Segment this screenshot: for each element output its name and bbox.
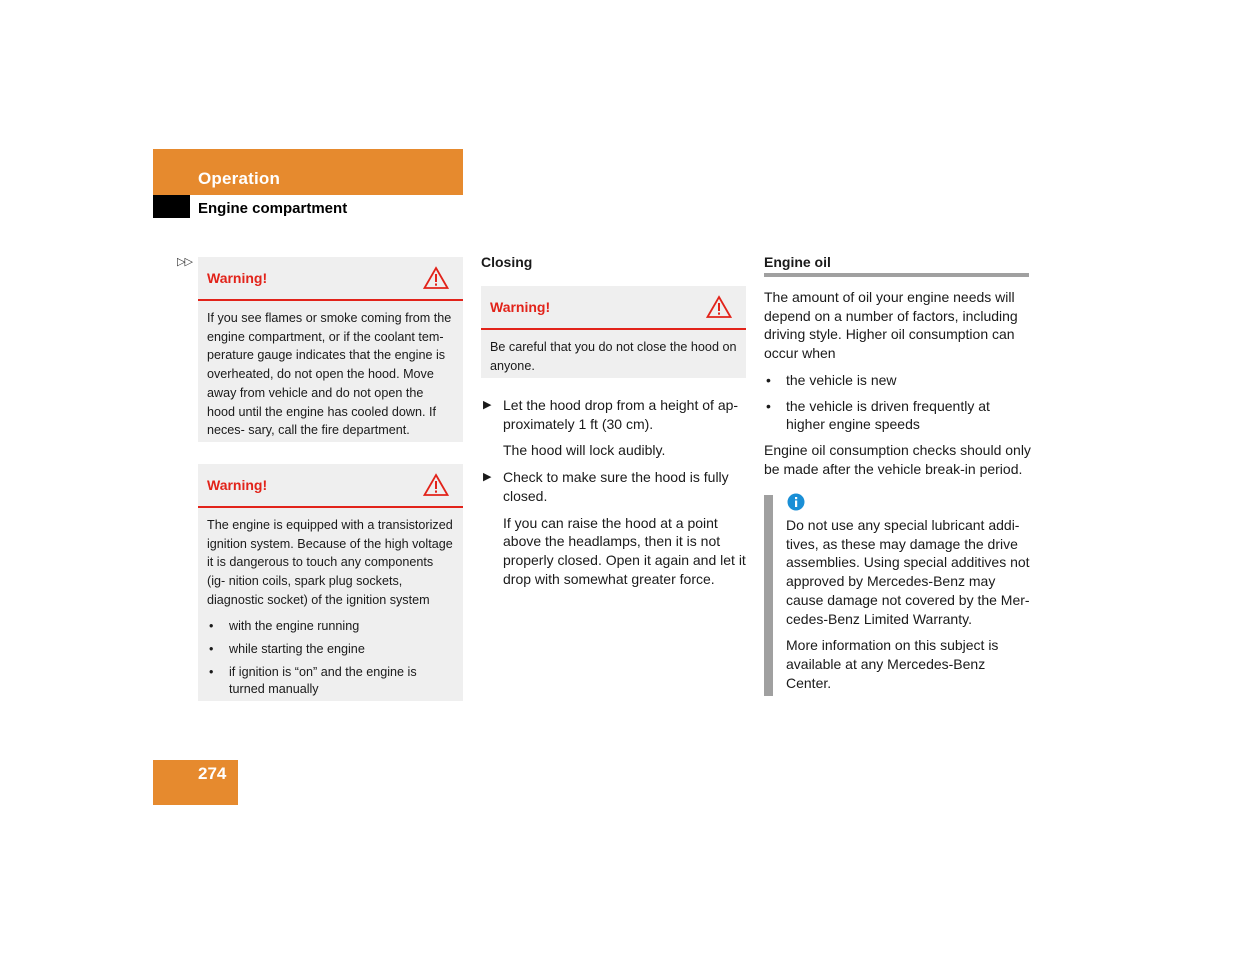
warning-box-flames (198, 257, 463, 442)
warning-header (481, 286, 746, 330)
list-item: • the vehicle is driven frequently at higher engine speeds (764, 397, 1032, 434)
continued-marker: ▷▷ (177, 256, 192, 268)
heading-rule (764, 273, 1029, 277)
step-text: Let the hood drop from a height of ap- proximately 1 ft (30 cm). (503, 397, 739, 432)
warning-header (198, 464, 463, 508)
info-side-bar (764, 495, 773, 696)
page-number: 274 (198, 764, 227, 783)
engine-oil-body (764, 288, 1032, 478)
engine-oil-checks: Engine oil consumption checks should only be made after the vehicle break-in period. (764, 441, 1031, 477)
step-note: If you can raise the hood at a point above the headlamps, then it is not properly closed. Open it again and let it drop with somewhat greater force. (503, 514, 746, 587)
closing-steps (481, 396, 746, 588)
info-text: More information on this subject is available at any Mercedes-Benz Center. (786, 637, 999, 691)
warning-triangle-icon (423, 266, 449, 290)
subsection-title: Engine compartment (198, 200, 348, 217)
info-text: Do not use any special lubricant addi- tives, as these may damage the drive assemblies. Using special additives not approved by Mercedes-Benz may cause damage not covered by the Mer- cedes-Benz Limited Warranty. (786, 517, 1030, 627)
warning-label: Warning! (207, 477, 268, 493)
step-text: Check to make sure the hood is fully closed. (503, 469, 729, 504)
warning-label: Warning! (207, 270, 268, 286)
engine-oil-heading: Engine oil (764, 254, 831, 270)
step-arrow-icon: ▶ (483, 471, 492, 484)
step-result: The hood will lock audibly. (503, 442, 666, 459)
warning-triangle-icon (423, 473, 449, 497)
warning-triangle-icon (706, 295, 732, 319)
warning-header (198, 257, 463, 301)
warning-box-ignition (198, 464, 463, 701)
step-arrow-icon: ▶ (483, 399, 492, 411)
list-item: • if ignition is “on” and the engine is turned manually (207, 664, 454, 698)
warning-text: The engine is equipped with a transistorized ignition system. Because of the high voltage it is dangerous to touch any components (ig- nition coils, spark plug sockets, diagnostic socket) of the ignition system (207, 518, 453, 607)
header-black-tab (153, 195, 190, 218)
section-title: Operation (198, 169, 281, 188)
list-item: • with the engine running (207, 618, 454, 635)
engine-oil-intro: The amount of oil your engine needs will depend on a number of factors, including driving style. Higher oil consumption can occur when (764, 289, 1018, 362)
closing-heading: Closing (481, 254, 533, 270)
warning-label: Warning! (490, 299, 551, 315)
warning-box-closing (481, 286, 746, 378)
info-icon (787, 493, 805, 511)
step-item (481, 396, 746, 433)
list-item: • the vehicle is new (764, 371, 1032, 390)
step-item (481, 468, 746, 505)
warning-text: If you see flames or smoke coming from the engine compartment, or if the coolant tem- perature gauge indicates that the engine is overheated, do not open the hood. Move away from vehicle and do not open the hood until the engine has cooled down. If neces- sary, call the fire department. (207, 311, 452, 438)
list-item: • while starting the engine (207, 641, 454, 658)
info-note (786, 516, 1032, 692)
warning-bullet-list (207, 618, 454, 698)
warning-text: Be careful that you do not close the hood on anyone. (490, 340, 737, 373)
